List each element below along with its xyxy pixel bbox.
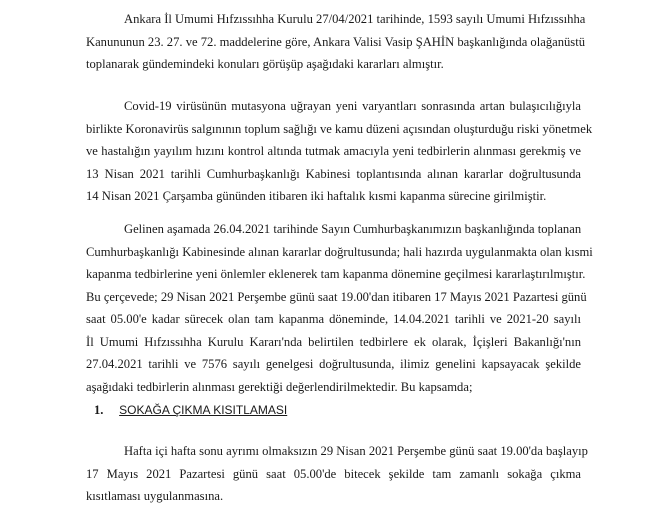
intro-paragraph [86,8,586,76]
paragraph-line: 13 Nisan 2021 tarihli Cumhurbaşkanlığı Kabinesi toplantısında alınan kararlar doğrultusunda [86,166,581,181]
paragraph-line: Kanununun 23. 27. ve 72. maddelerine göre, Ankara Valisi Vasip ŞAHİN başkanlığında olağanüstü [86,34,585,49]
paragraph-line: Gelinen aşamada 26.04.2021 tarihinde Sayın Cumhurbaşkanımızın başkanlığında toplanan [124,222,582,236]
paragraph-line: İl Umumi Hıfzıssıhha Kurulu Kararı'nda belirtilen tedbirlere ek olarak, İçişleri Bakanlığı'nın [86,334,581,349]
paragraph-line: Bu çerçevede; 29 Nisan 2021 Perşembe günü saat 19.00'dan itibaren 17 Mayıs 2021 Pazartesi günü [86,289,587,304]
section-title: SOKAĞA ÇIKMA KISITLAMASI [119,403,288,417]
section-number: 1. [94,403,104,417]
curfew-paragraph [86,440,588,508]
paragraph-line: Cumhurbaşkanlığı Kabinesinde alınan kararlar doğrultusunda; hali hazırda uygulanmakta olan kısmi [86,244,593,259]
paragraph-line: 17 Mayıs 2021 Pazartesi günü saat 05.00'de bitecek şekilde tam zamanlı sokağa çıkma [86,466,581,481]
paragraph-line: Ankara İl Umumi Hıfzıssıhha Kurulu 27/04/2021 tarihinde, 1593 sayılı Umumi Hıfzıssıhha [124,12,586,26]
paragraph-line: toplanarak gündemindeki konuları görüşüp aşağıdaki kararları almıştır. [86,57,444,71]
paragraph-line: aşağıdaki tedbirlerin alınması gerektiği değerlendirilmektedir. Bu kapsamda; [86,379,473,394]
paragraph-line: kapanma tedbirlerine yeni önlemler eklenerek tam kapanma dönemine geçilmesi kararlaştırılmıştır. [86,267,586,281]
decision-paragraph [86,218,593,398]
paragraph-line: ve hastalığın yayılım hızını kontrol altında tutmak amacıyla yeni tedbirlerin alınması gerekmiş ve [86,144,581,158]
section-heading-curfew [94,399,287,422]
covid-context-paragraph [86,95,593,208]
paragraph-line: kısıtlaması uygulanmasına. [86,489,224,503]
paragraph-line: 27.04.2021 tarihli ve 7576 sayılı genelgesi doğrultusunda, ilimiz genelini kapsayacak şekilde [86,357,581,371]
paragraph-line: Hafta içi hafta sonu ayrımı olmaksızın 29 Nisan 2021 Perşembe günü saat 19.00'da başlayıp [124,444,588,458]
paragraph-line: 14 Nisan 2021 Çarşamba gününden itibaren iki haftalık kısmi kapanma sürecine girilmiştir. [86,189,547,203]
paragraph-line: birlikte Koronavirüs salgınının toplum sağlığı ve kamu düzeni açısından oluşturduğu riski yönetmek [86,121,593,136]
paragraph-line: saat 05.00'e kadar sürecek olan tam kapanma döneminde, 14.04.2021 tarihli ve 2021-20 sayılı [86,312,581,326]
paragraph-line: Covid-19 virüsünün mutasyona uğrayan yeni varyantları sonrasında artan bulaşıcılığıyla [124,99,581,113]
